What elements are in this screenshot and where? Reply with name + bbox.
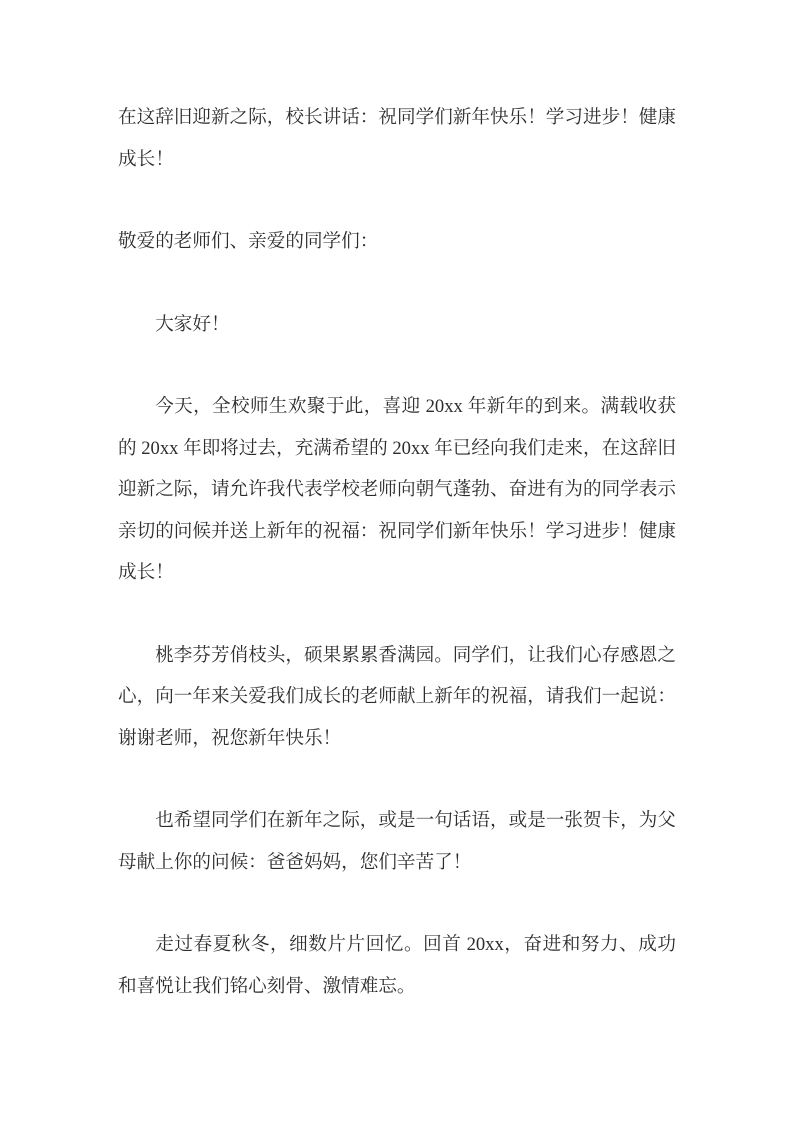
paragraph-body-2: 桃李芬芳俏枝头，硕果累累香满园。同学们，让我们心存感恩之心，向一年来关爱我们成长的老师献上新年的祝福，请我们一起说：谢谢老师，祝您新年快乐！ bbox=[118, 644, 676, 749]
paragraph-body-1: 今天，全校师生欢聚于此，喜迎 20xx 年新年的到来。满载收获的 20xx 年即将过去，充满希望的 20xx 年已经向我们走来，在这辞旧迎新之际，请允许我代表学校老师向朝气蓬勃、奋进有为的同学表示亲切的问候并送上新年的祝福：祝同学们新年快乐！学习进步！健康成长！ bbox=[118, 396, 676, 583]
document-body bbox=[118, 97, 676, 1007]
paragraph-salutation: 敬爱的老师们、亲爱的同学们： bbox=[118, 231, 379, 252]
paragraph-greeting: 大家好！ bbox=[155, 313, 230, 335]
paragraph-intro: 在这辞旧迎新之际，校长讲话：祝同学们新年快乐！学习进步！健康成长！ bbox=[118, 107, 676, 170]
paragraph-body-4: 走过春夏秋冬，细数片片回忆。回首 20xx，奋进和努力、成功和喜悦让我们铭心刻骨、激情难忘。 bbox=[118, 934, 676, 997]
paragraph-body-3: 也希望同学们在新年之际，或是一句话语，或是一张贺卡，为父母献上你的问候：爸爸妈妈，您们辛苦了！ bbox=[118, 810, 676, 873]
